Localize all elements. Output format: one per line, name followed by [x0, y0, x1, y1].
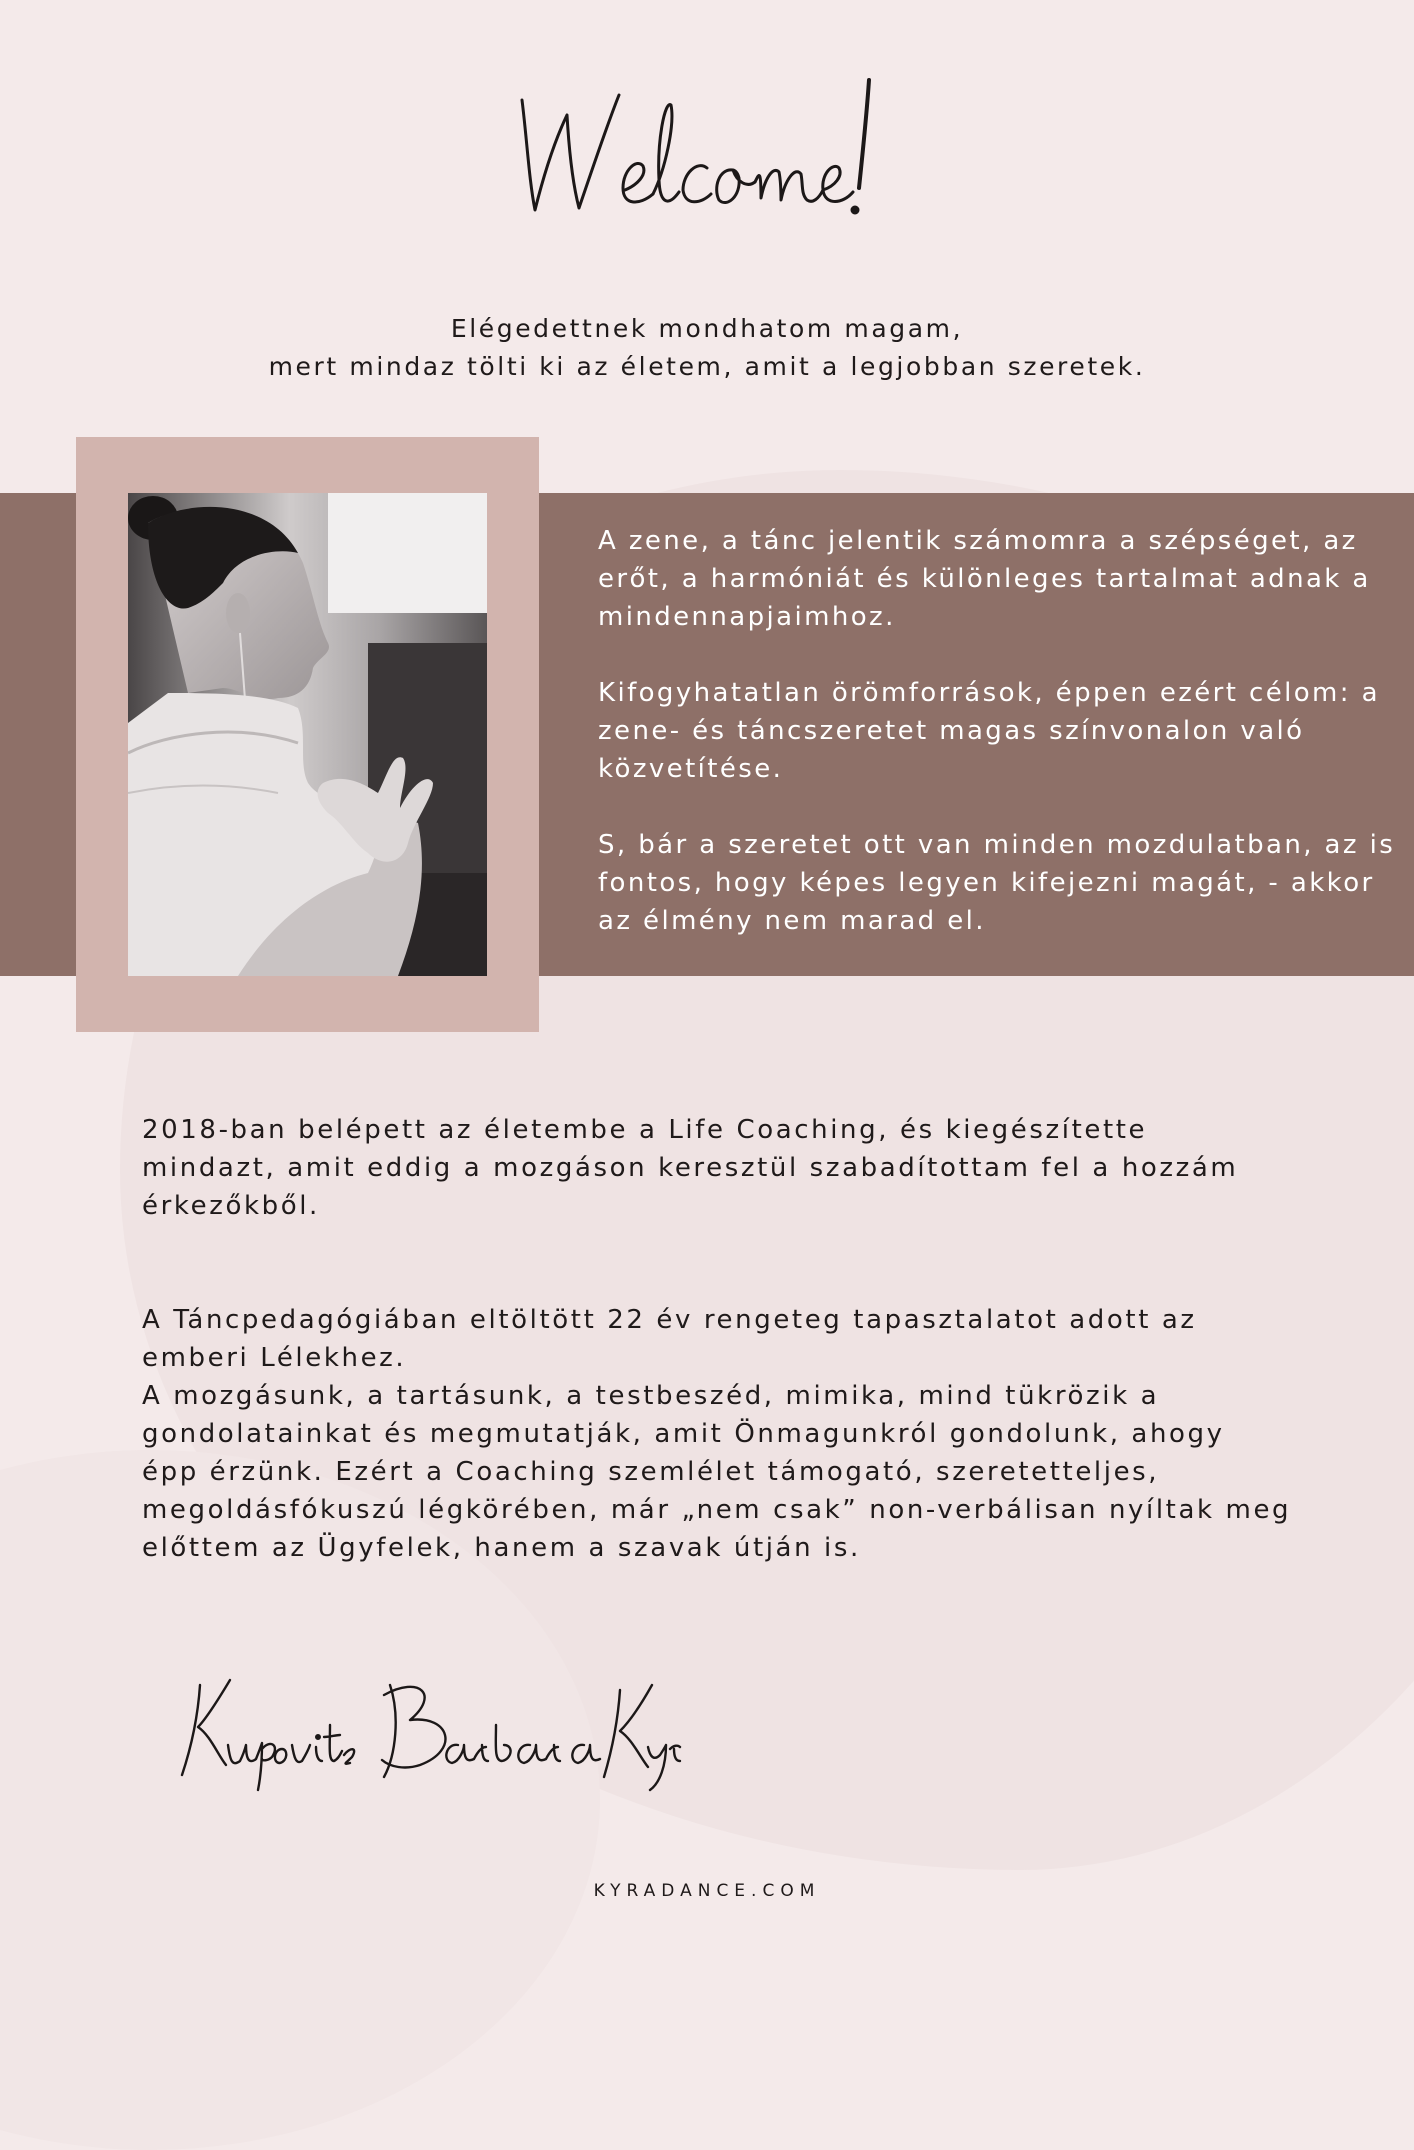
band-paragraph: A zene, a tánc jelentik számomra a szépséget, az erőt, a harmóniát és különleges tartalmat adnak a mindennapjaimhoz. [598, 526, 1371, 632]
intro-text [0, 310, 1414, 386]
intro-line: Elégedettnek mondhatom magam, [450, 314, 964, 343]
welcome-script [497, 70, 917, 240]
body-paragraph [142, 1301, 1292, 1567]
portrait-image [128, 493, 487, 976]
signature-script [170, 1665, 690, 1795]
website-link[interactable]: KYRADANCE.COM [593, 1881, 821, 1901]
intro-line: mert mindaz tölti ki az életem, amit a legjobban szeretek. [268, 352, 1146, 381]
band-text [598, 522, 1398, 978]
signature [170, 1665, 690, 1795]
body-paragraph [142, 1111, 1292, 1225]
band-paragraph: S, bár a szeretet ott van minden mozdulatban, az is fontos, hogy képes legyen kifejezni magát, - akkor az élmény nem marad el. [598, 830, 1396, 936]
paragraph-text: A Táncpedagógiában eltöltött 22 év rengeteg tapasztalatot adott az emberi Lélekhez. [142, 1305, 1197, 1373]
band-paragraph: Kifogyhatatlan örömforrások, éppen ezért célom: a zene- és táncszeretet magas színvonalon való közvetítése. [598, 678, 1380, 784]
portrait-photo [128, 493, 487, 976]
welcome-title [0, 70, 1414, 250]
paragraph-text: 2018-ban belépett az életembe a Life Coaching, és kiegészítette mindazt, amit eddig a mozgáson keresztül szabadítottam fel a hozzám érkezőkből. [142, 1115, 1239, 1221]
paragraph-text: A mozgásunk, a tartásunk, a testbeszéd, mimika, mind tükrözik a gondolatainkat és megmutatják, amit Önmagunkról gondolunk, ahogy épp érzünk. Ezért a Coaching szemlélet támogató, szeretetteljes, megoldásfókuszú légkörében, már „nem csak” non-verbálisan nyíltak meg előttem az Ügyfelek, hanem a szavak útján is. [142, 1381, 1292, 1563]
